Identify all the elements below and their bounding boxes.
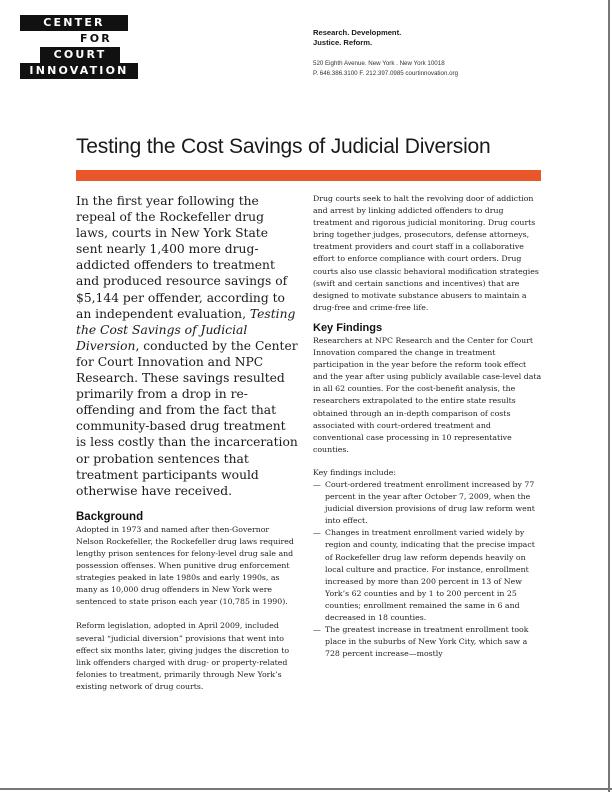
header-contact	[313, 28, 458, 79]
left-column	[76, 193, 298, 693]
dash-marker: —	[313, 528, 321, 538]
background-paragraph-1: Adopted in 1973 and named after then-Governor Nelson Rockefeller, the Rockefeller drug laws required lengthy prison sentences for felony-level drug sale and possession offenses. When punitive drug enforcement strategies peaked in late 1980s and early 1990s, as many as 10,000 drug offenders in New York were sentenced to state prison each year (10,785 in 1990).	[76, 524, 294, 607]
key-findings-list	[313, 479, 543, 660]
background-paragraph-2: Reform legislation, adopted in April 2009, included several “judicial diversion” provisions that went into effect six months later, giving judges the discretion to link offenders charged with drug- or property-related felonies to treatment, primarily through New York’s existing network of drug courts.	[76, 621, 290, 691]
dash-marker: —	[313, 479, 321, 489]
key-findings-heading: Key Findings	[313, 321, 383, 334]
phone-fax-website: P. 646.386.3100 F. 212.397.0985 courtinnovation.org	[313, 70, 459, 77]
tagline-line-2: Justice. Reform.	[313, 37, 373, 47]
page-edge-right	[608, 0, 610, 792]
right-column	[313, 193, 543, 660]
list-item	[313, 527, 543, 624]
document-title: Testing the Cost Savings of Judicial Diversion	[76, 135, 491, 158]
lead-paragraph	[76, 193, 298, 499]
list-item-text: Changes in treatment enrollment varied widely by region and county, indicating that the precise impact of Rockefeller drug law reform depends heavily on local culture and practice. For instance, enrollment increased by more than 200 percent in 13 of New York’s 62 counties and by 1 to 200 percent in 25 counties; enrollment remained the same in 6 and decreased in 18 counties.	[325, 528, 535, 622]
logo-line-court: COURT	[40, 47, 120, 63]
tagline-line-1: Research. Development.	[313, 28, 402, 37]
lead-text-before: In the first year following the repeal of the Rockefeller drug laws, courts in New York State sent nearly 1,400 more drug-addicted offenders to treatment and produced resource savings of $5,144 per offender, according to an independent evaluation,	[76, 194, 288, 321]
list-item-text: Court-ordered treatment enrollment increased by 77 percent in the year after October 7, 2009, when the judicial diversion provisions of drug law reform went into effect.	[325, 479, 535, 526]
list-item	[313, 479, 543, 527]
background-heading: Background	[76, 510, 144, 523]
list-item-text: The greatest increase in treatment enrollment took place in the suburbs of New York City, which saw a 728 percent increase—mostly	[325, 625, 529, 659]
key-findings-paragraph: Researchers at NPC Research and the Center for Court Innovation compared the change in treatment participation in the year before the reform took effect and the year after using publicly available case-level data in all 62 counties. For the cost-benefit analysis, the researchers extrapolated to the entire state results obtained through an in-depth comparison of costs associated with court-ordered treatment and conventional case processing in 10 representative counties.	[313, 335, 542, 454]
title-accent-rule	[76, 170, 541, 181]
drug-courts-paragraph: Drug courts seek to halt the revolving door of addiction and arrest by linking addicted offenders to drug treatment and rigorous judicial monitoring. Drug courts bring together judges, prosecutors, defense attorneys, treatment providers and court staff in a collaborative effort to enforce compliance with court orders. Drug courts also use classic behavioral modification strategies (swift and certain sanctions and incentives) that are designed to motivate substance abusers to maintain a drug-free and crime-free life.	[313, 194, 539, 312]
list-item	[313, 624, 543, 660]
report-title-italic: Testing the Cost Savings of Judicial Diversion	[76, 306, 296, 353]
key-findings-intro: Key findings include:	[313, 467, 396, 477]
dash-marker: —	[313, 625, 321, 635]
logo-line-innovation: INNOVATION	[20, 63, 138, 79]
logo-line-center: CENTER	[20, 15, 128, 31]
page-edge-bottom	[0, 788, 612, 790]
logo-line-for: FOR	[64, 31, 128, 47]
street-address: 520 Eighth Avenue. New York . New York 10018	[313, 60, 445, 67]
lead-text-after: , conducted by the Center for Court Innovation and NPC Research. These savings resulted primarily from a drop in re-offending and from the fact that community-based drug treatment is less costly than the incarceration or probation sentences that treatment participants would otherwise have received.	[76, 338, 298, 498]
center-for-court-innovation-logo	[20, 15, 168, 79]
address	[313, 59, 458, 79]
